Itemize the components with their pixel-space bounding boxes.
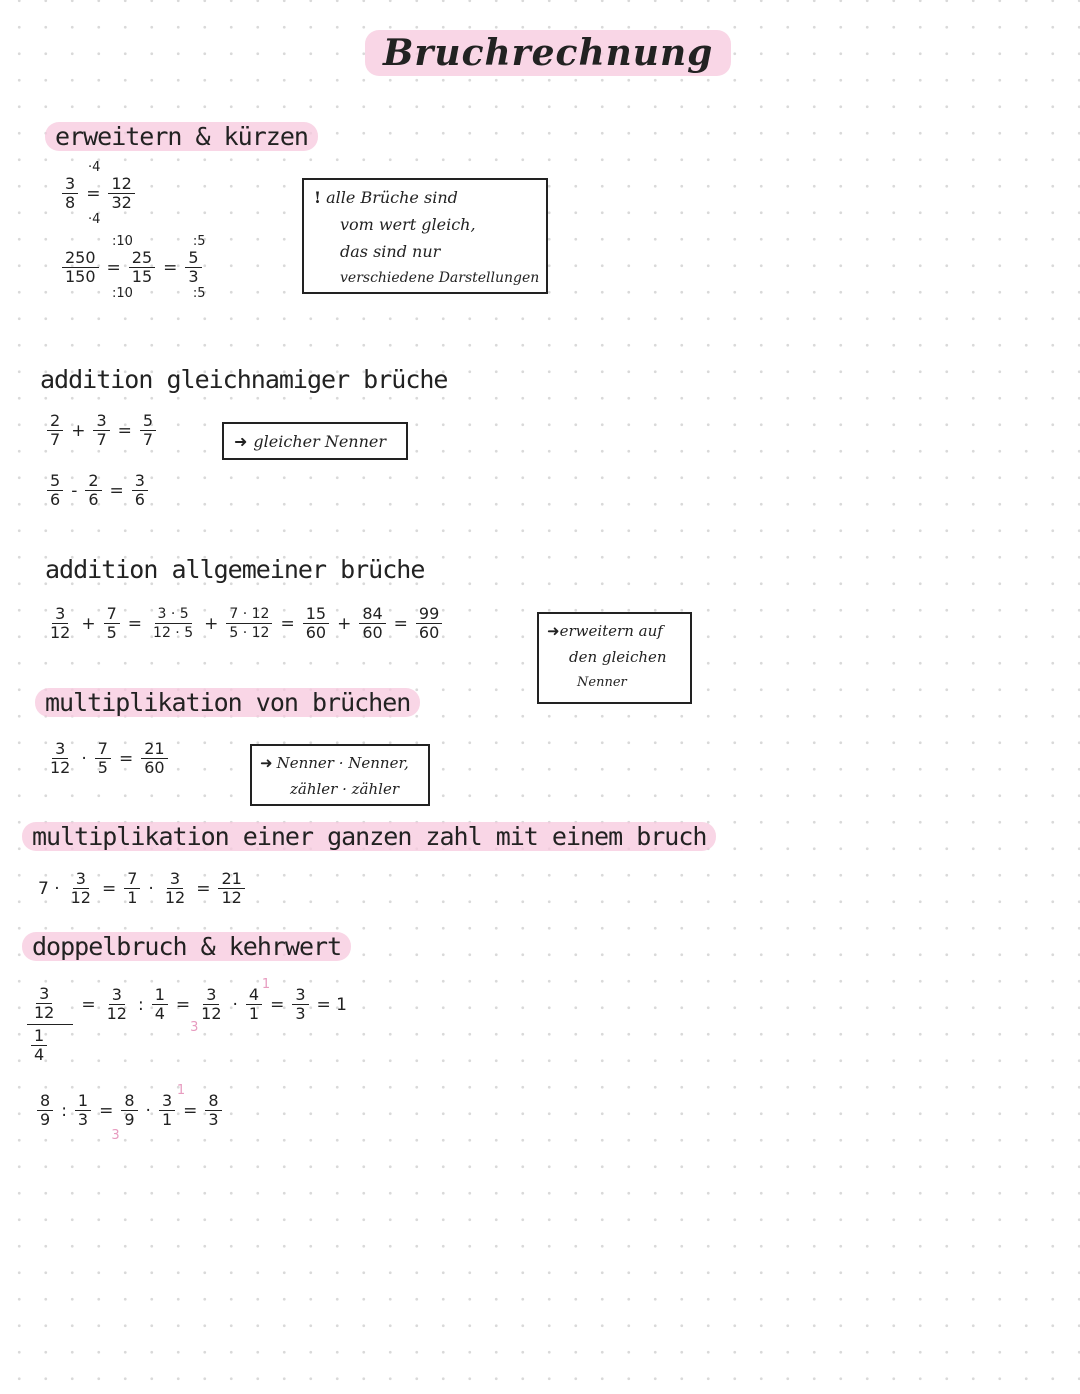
note-line: zähler · zähler	[290, 780, 400, 798]
equals-sign: =	[117, 420, 132, 441]
fraction: $\frac{250}{150}$	[62, 249, 99, 286]
fraction: $\frac{21}{60}$	[141, 740, 167, 777]
exclamation-icon: !	[314, 188, 322, 207]
fraction: 8 9 3	[121, 1092, 137, 1129]
equals-sign: =	[127, 613, 143, 634]
heading-addition-allgemeiner: addition allgemeiner brüche	[45, 555, 425, 584]
divide-sign: :	[61, 1100, 67, 1121]
fraction: $\frac{1}{3}$	[75, 1092, 91, 1129]
arrow-right-icon: ➜	[234, 431, 248, 451]
fraction: $\frac{3}{6}$	[132, 472, 148, 509]
operation-label-top: ·4	[88, 160, 101, 175]
example-kehrwert	[35, 1083, 224, 1143]
fraction: $\frac{5}{6}$	[47, 472, 63, 509]
equals-sign: =	[99, 1100, 114, 1121]
fraction: $\frac{3}{7}$	[93, 412, 109, 449]
fraction: $\frac{2}{7}$	[47, 412, 63, 449]
equals-sign: =	[393, 613, 408, 634]
example-addition-gleichnamig-1	[45, 412, 158, 449]
heading-multiplikation-ganze-zahl: multiplikation einer ganzen zahl mit einem bruch	[22, 822, 716, 851]
equals-sign: =	[183, 1100, 198, 1121]
equals-sign: =	[118, 748, 134, 769]
example-doppelbruch	[25, 977, 353, 1064]
equals-sign: =	[270, 994, 285, 1015]
fraction: $\frac{21}{12}$	[218, 870, 244, 907]
fraction: $\frac{1}{4}$	[31, 1027, 47, 1064]
equals-sign: =	[106, 257, 121, 278]
heading-doppelbruch: doppelbruch & kehrwert	[22, 932, 351, 961]
heading-multiplikation: multiplikation von brüchen	[35, 688, 420, 717]
note-line: verschiedene Darstellungen	[340, 270, 540, 286]
operation-label-bottom: ·4	[88, 212, 101, 227]
fraction: 4 1 1	[246, 986, 262, 1023]
fraction: $\frac{7}{1}$	[124, 870, 140, 907]
fraction: $\frac{5}{3}$	[185, 249, 201, 286]
operation-label-bottom: :5	[192, 286, 206, 301]
minus-sign: -	[71, 480, 78, 501]
note-box-gleicher-nenner: ➜ gleicher Nenner	[222, 422, 408, 460]
equals-sign: =	[175, 994, 191, 1015]
fraction: $\frac{8}{3}$	[205, 1092, 221, 1129]
fraction: $\frac{99}{60}$	[416, 605, 442, 642]
equals-sign: =	[101, 878, 117, 899]
fraction: $\frac{3}{12}$	[164, 869, 186, 907]
plus-sign: +	[337, 613, 352, 634]
fraction: $\frac{15}{60}$	[303, 605, 329, 642]
fraction: $\frac{2}{6}$	[85, 472, 101, 509]
fraction: 3 1 1	[159, 1092, 175, 1129]
note-line: ➜ Nenner · Nenner,	[260, 754, 409, 772]
equals-sign: =	[280, 613, 295, 634]
multiply-sign: ·	[145, 1100, 151, 1121]
fraction: $\frac{7 \cdot 12}{5 \cdot 12}$	[226, 605, 272, 642]
operation-label-top: :10	[112, 234, 133, 249]
note-box-info	[302, 178, 548, 294]
plus-sign: +	[71, 420, 86, 441]
whole-number: 7 ·	[38, 878, 60, 899]
note-line: ! alle Brüche sind	[314, 188, 458, 207]
note-line: vom wert gleich,	[340, 215, 476, 234]
example-erweitern	[60, 160, 137, 227]
multiply-sign: ·	[81, 748, 87, 769]
fraction: $\frac{3}{12}$	[34, 984, 55, 1022]
note-line: Nenner	[577, 675, 627, 690]
divide-sign: :	[137, 994, 144, 1015]
example-addition-allgemein	[45, 605, 444, 642]
fraction: $\frac{5}{7}$	[140, 412, 156, 449]
fraction: $\frac{3}{12}$	[70, 869, 91, 907]
fraction: $\frac{1}{4}$	[152, 986, 168, 1023]
fraction: $\frac{8}{9}$	[37, 1092, 53, 1129]
equals-sign: =	[81, 994, 96, 1015]
cancellation-mark: 1	[261, 977, 271, 992]
fraction: $\frac{25}{15}$	[129, 249, 155, 286]
example-kuerzen	[60, 234, 206, 301]
fraction: $\frac{7}{5}$	[104, 605, 120, 642]
cancellation-mark: 3	[111, 1128, 120, 1143]
equals-sign: =	[196, 878, 211, 899]
cancellation-mark: 3	[190, 1020, 199, 1035]
equals-sign: =	[109, 480, 124, 501]
fraction: $\frac{12}{32}$	[108, 175, 134, 212]
fraction: $\frac{3}{12}$	[50, 739, 71, 777]
cancellation-mark: 1	[176, 1083, 186, 1098]
note-box-multiplikation	[250, 744, 430, 806]
equals-sign: =	[86, 183, 101, 204]
arrow-right-icon: ➜	[547, 622, 560, 640]
fraction: $\frac{3}{12}$	[106, 985, 127, 1023]
fraction: $\frac{3 \cdot 5}{12 \cdot 5}$	[153, 606, 194, 641]
example-multiplikation	[45, 740, 170, 777]
example-addition-gleichnamig-2	[45, 472, 150, 509]
plus-sign: +	[204, 613, 219, 634]
fraction: $\frac{3}{12}$	[50, 604, 71, 642]
arrow-right-icon: ➜	[260, 754, 273, 772]
note-box-erweitern	[537, 612, 692, 704]
fraction: 3 12 3	[190, 985, 222, 1035]
heading-addition-gleichnamiger: addition gleichnamiger brüche	[40, 365, 448, 394]
operation-label-bottom: :10	[112, 286, 133, 301]
multiply-sign: ·	[148, 878, 154, 899]
note-line: ➜erweitern auf	[547, 622, 663, 640]
heading-erweitern-kuerzen: erweitern & kürzen	[45, 122, 318, 151]
note-line: den gleichen	[569, 648, 667, 666]
note-line: das sind nur	[340, 242, 441, 261]
equals-sign: =	[163, 257, 178, 278]
fraction: $\frac{3}{3}$	[292, 986, 308, 1023]
fraction: $\frac{7}{5}$	[95, 740, 111, 777]
example-multiplikation-ganze-zahl	[38, 870, 247, 907]
plus-sign: +	[81, 613, 96, 634]
operation-label-top: :5	[192, 234, 206, 249]
fraction: $\frac{84}{60}$	[359, 605, 385, 642]
fraction: $\frac{3}{8}$	[62, 175, 78, 212]
result: = 1	[316, 994, 347, 1015]
double-fraction	[27, 985, 73, 1064]
page-title: Bruchrechnung	[365, 30, 731, 76]
multiply-sign: ·	[232, 994, 238, 1015]
